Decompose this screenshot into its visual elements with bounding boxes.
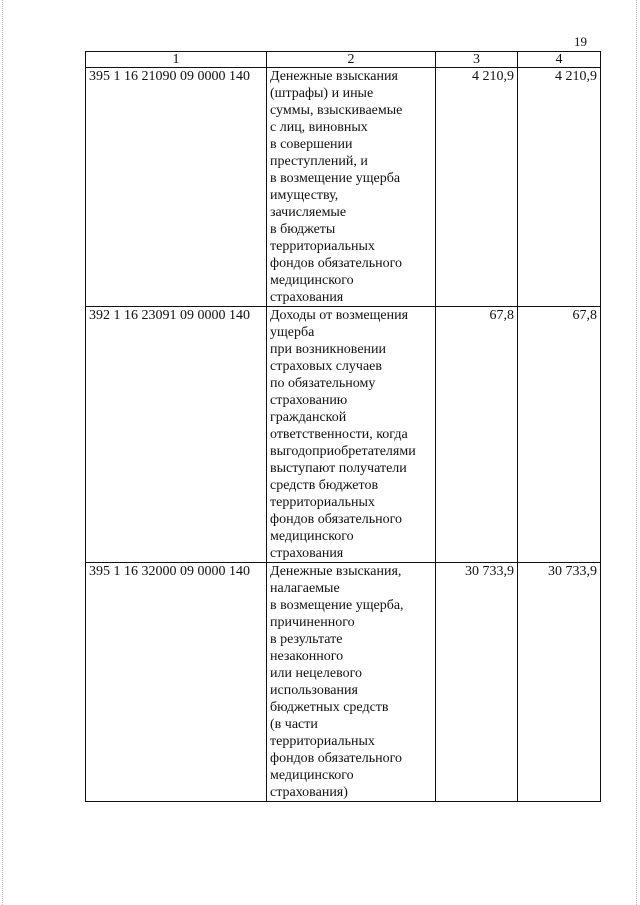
revenue-name-line: в совершении	[270, 137, 353, 152]
revenue-name-line: зачисляемые	[270, 205, 347, 220]
revenue-name-line: в результате	[270, 632, 343, 647]
revenue-name-line: Денежные взыскания,	[270, 564, 402, 579]
revenue-name-line: в возмещение ущерба	[270, 171, 401, 186]
table-header-row	[86, 52, 601, 68]
revenue-name-line: или нецелевого	[270, 666, 362, 681]
revenue-name-line: страхования	[270, 546, 344, 561]
revenue-name-line: Денежные взыскания	[270, 69, 398, 84]
revenue-name-line: фондов обязательного	[270, 512, 402, 527]
budget-code-cell: 395 1 16 21090 09 0000 140	[86, 68, 267, 307]
revenue-name-line: преступлений, и	[270, 154, 368, 169]
amount-col-4: 67,8	[518, 307, 601, 563]
revenue-name-line: с лиц, виновных	[270, 120, 368, 135]
revenue-name-line: территориальных	[270, 495, 375, 510]
revenue-name-line: использования	[270, 683, 358, 698]
table-row	[86, 307, 601, 563]
revenue-name-line: фондов обязательного	[270, 751, 402, 766]
revenue-name-line: по обязательному	[270, 376, 376, 391]
revenue-name-line: ущерба	[270, 325, 315, 340]
header-col-1: 1	[86, 52, 267, 68]
revenue-name-cell	[267, 563, 436, 802]
page-number: 19	[574, 34, 587, 49]
amount-col-3: 4 210,9	[436, 68, 518, 307]
revenue-name-cell	[267, 68, 436, 307]
revenue-name-line: медицинского	[270, 273, 354, 288]
revenue-name-line: территориальных	[270, 734, 375, 749]
revenue-name-line: ответственности, когда	[270, 427, 408, 442]
header-col-2: 2	[267, 52, 436, 68]
revenue-name-line: выгодоприобретателями	[270, 444, 416, 459]
revenue-name-line: страхования	[270, 290, 344, 305]
header-col-3: 3	[436, 52, 518, 68]
scan-edge-right	[636, 0, 638, 905]
table-row	[86, 68, 601, 307]
revenue-name-line: медицинского	[270, 529, 354, 544]
amount-col-3: 30 733,9	[436, 563, 518, 802]
revenue-name-line: страховых случаев	[270, 359, 382, 374]
revenue-name-line: фондов обязательного	[270, 256, 402, 271]
revenue-name-line: (штрафы) и иные	[270, 86, 374, 101]
revenue-name-line: бюджетных средств	[270, 700, 389, 715]
budget-code-cell: 392 1 16 23091 09 0000 140	[86, 307, 267, 563]
revenue-name-line: территориальных	[270, 239, 375, 254]
table-row	[86, 563, 601, 802]
revenue-table	[85, 51, 601, 802]
revenue-name-line: причиненного	[270, 615, 355, 630]
revenue-name-cell	[267, 307, 436, 563]
revenue-name-line: страхованию	[270, 393, 348, 408]
scan-edge-left	[2, 0, 4, 905]
revenue-name-line: налагаемые	[270, 581, 340, 596]
amount-col-4: 4 210,9	[518, 68, 601, 307]
revenue-name-line: (в части	[270, 717, 318, 732]
revenue-name-line: Доходы от возмещения	[270, 308, 409, 323]
revenue-name-line: при возникновении	[270, 342, 387, 357]
revenue-name-line: медицинского	[270, 768, 354, 783]
header-col-4: 4	[518, 52, 601, 68]
revenue-name-line: незаконного	[270, 649, 344, 664]
amount-col-3: 67,8	[436, 307, 518, 563]
budget-code-cell: 395 1 16 32000 09 0000 140	[86, 563, 267, 802]
revenue-name-line: выступают получатели	[270, 461, 407, 476]
amount-col-4: 30 733,9	[518, 563, 601, 802]
revenue-name-line: страхования)	[270, 785, 348, 800]
revenue-name-line: имуществу,	[270, 188, 339, 203]
revenue-name-line: гражданской	[270, 410, 347, 425]
revenue-name-line: суммы, взыскиваемые	[270, 103, 403, 118]
revenue-name-line: в бюджеты	[270, 222, 336, 237]
revenue-name-line: в возмещение ущерба,	[270, 598, 404, 613]
revenue-name-line: средств бюджетов	[270, 478, 379, 493]
